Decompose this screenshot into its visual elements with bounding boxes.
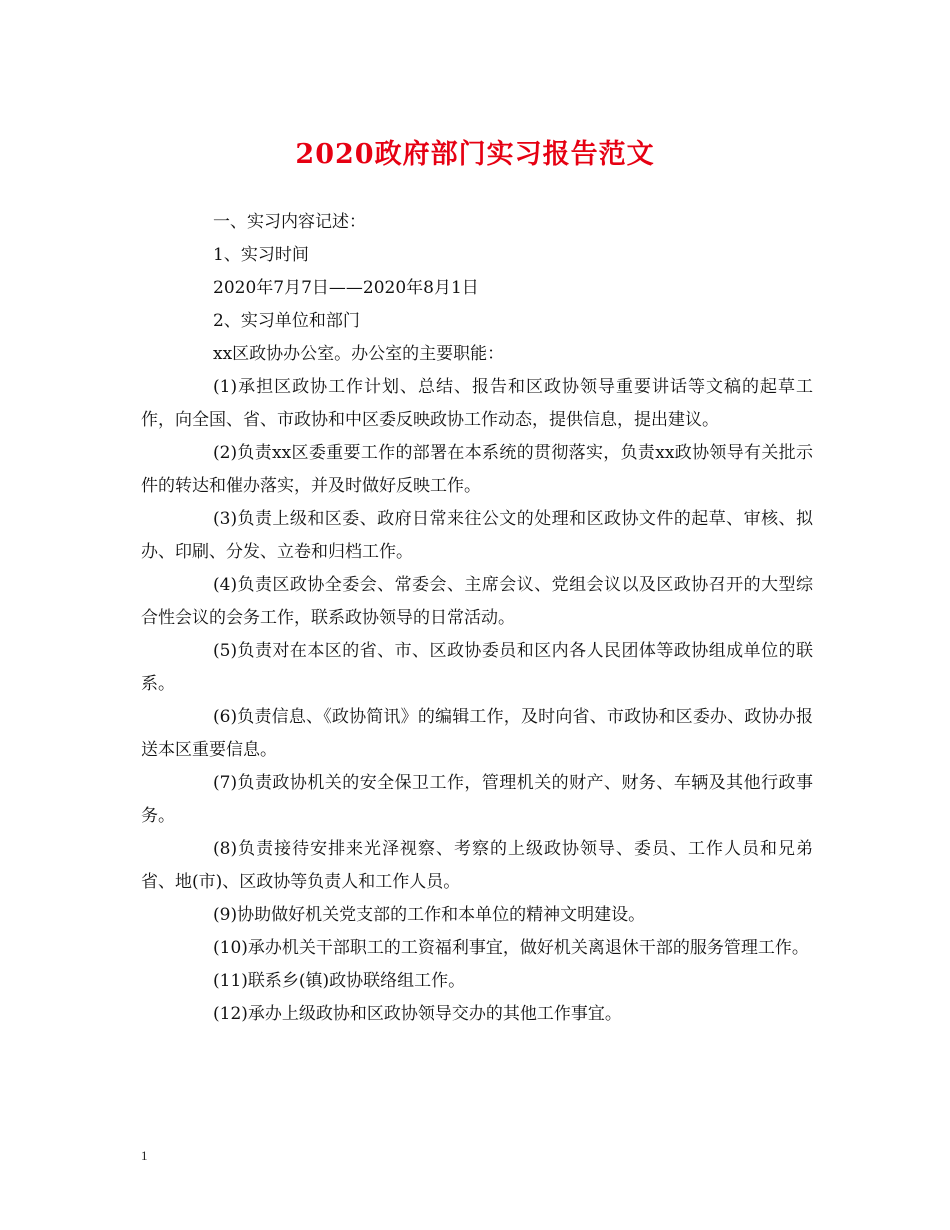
paragraph: (9)协助做好机关党支部的工作和本单位的精神文明建设。: [213, 905, 646, 925]
paragraph: (1)承担区政协工作计划、总结、报告和区政协领导重要讲话等文稿的起草工作，向全国、省、市政协和中区委反映政协工作动态，提供信息，提出建议。: [141, 377, 813, 430]
paragraph: 1、实习时间: [213, 245, 309, 265]
paragraph: 一、实习内容记述：: [213, 212, 366, 232]
document-body: [141, 206, 813, 1031]
paragraph: (4)负责区政协全委会、常委会、主席会议、党组会议以及区政协召开的大型综合性会议的会务工作，联系政协领导的日常活动。: [141, 575, 813, 628]
page-number: 1: [141, 1148, 148, 1163]
paragraph: (3)负责上级和区委、政府日常来往公文的处理和区政协文件的起草、审核、拟办、印刷、分发、立卷和归档工作。: [141, 509, 813, 562]
paragraph: (8)负责接待安排来光泽视察、考察的上级政协领导、委员、工作人员和兄弟省、地(市)、区政协等负责人和工作人员。: [141, 839, 813, 892]
paragraph: (7)负责政协机关的安全保卫工作，管理机关的财产、财务、车辆及其他行政事务。: [141, 773, 813, 826]
paragraph: 2、实习单位和部门: [213, 311, 360, 331]
document-title: 2020政府部门实习报告范文: [295, 139, 655, 170]
paragraph: (11)联系乡(镇)政协联络组工作。: [213, 971, 466, 991]
paragraph: (6)负责信息、《政协简讯》的编辑工作，及时向省、市政协和区委办、政协办报送本区重要信息。: [141, 707, 813, 760]
paragraph: xx区政协办公室。办公室的主要职能：: [213, 344, 505, 364]
paragraph: 2020年7月7日——2020年8月1日: [213, 278, 479, 298]
paragraph: (10)承办机关干部职工的工资福利事宜，做好机关离退休干部的服务管理工作。: [213, 938, 809, 958]
paragraph: (2)负责xx区委重要工作的部署在本系统的贯彻落实，负责xx政协领导有关批示件的转达和催办落实，并及时做好反映工作。: [141, 443, 813, 496]
paragraph: (12)承办上级政协和区政协领导交办的其他工作事宜。: [213, 1004, 622, 1024]
paragraph: (5)负责对在本区的省、市、区政协委员和区内各人民团体等政协组成单位的联系。: [141, 641, 813, 694]
